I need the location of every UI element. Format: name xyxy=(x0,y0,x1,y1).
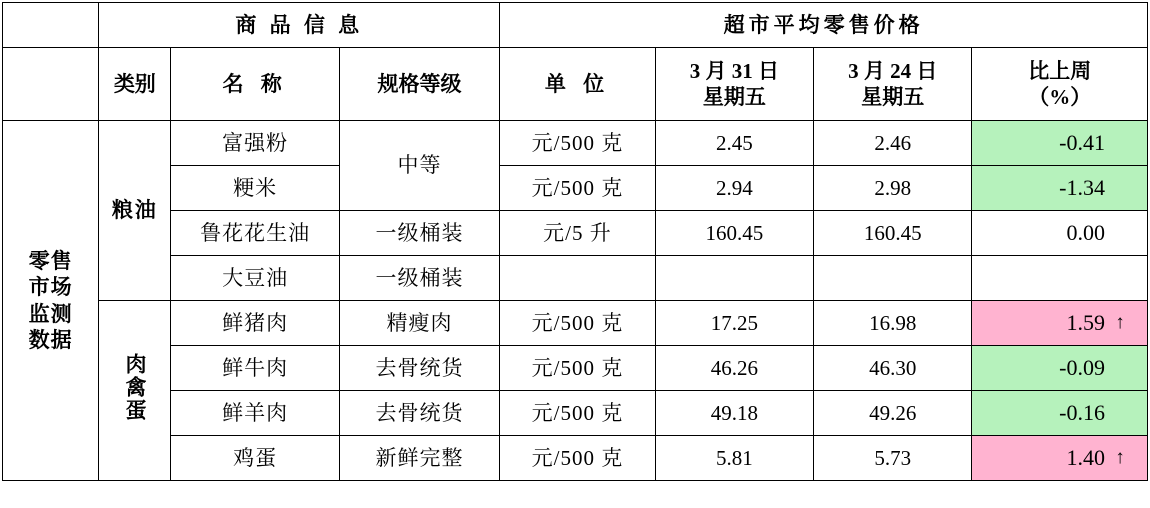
product-name: 粳米 xyxy=(171,166,339,211)
table-row xyxy=(3,436,1148,481)
header-week-prev-date: 3 月 24 日 xyxy=(848,58,938,83)
header-name: 名 称 xyxy=(171,48,339,121)
price-current: 160.45 xyxy=(655,211,813,256)
product-spec: 去骨统货 xyxy=(339,391,499,436)
price-table-sheet xyxy=(0,2,1150,508)
price-current: 46.26 xyxy=(655,346,813,391)
header-avg-price: 超市平均零售价格 xyxy=(500,3,1148,48)
side-label-cell xyxy=(3,121,99,481)
change-cell xyxy=(972,166,1148,211)
trend-arrow-icon: ↑ xyxy=(1115,312,1125,334)
product-unit: 元/500 克 xyxy=(500,346,655,391)
price-prev: 16.98 xyxy=(814,301,972,346)
price-current: 49.18 xyxy=(655,391,813,436)
change-value: 1.59 xyxy=(1066,310,1105,336)
change-cell xyxy=(972,211,1148,256)
product-unit xyxy=(500,256,655,301)
product-spec: 一级桶装 xyxy=(339,211,499,256)
change-cell xyxy=(972,391,1148,436)
header-week-current xyxy=(655,48,813,121)
product-unit: 元/500 克 xyxy=(500,301,655,346)
price-current: 5.81 xyxy=(655,436,813,481)
header-week-current-date: 3 月 31 日 xyxy=(689,58,779,83)
price-prev: 160.45 xyxy=(814,211,972,256)
header-week-prev-day: 星期五 xyxy=(861,85,925,109)
product-name: 鲁花花生油 xyxy=(171,211,339,256)
header-product-info: 商 品 信 息 xyxy=(99,3,500,48)
product-unit: 元/5 升 xyxy=(500,211,655,256)
corner-blank xyxy=(3,3,99,48)
table-row xyxy=(3,166,1148,211)
product-name: 大豆油 xyxy=(171,256,339,301)
product-name: 鲜猪肉 xyxy=(171,301,339,346)
price-prev: 46.30 xyxy=(814,346,972,391)
change-value: 1.40 xyxy=(1066,445,1105,471)
header-week-prev xyxy=(814,48,972,121)
product-spec: 新鲜完整 xyxy=(339,436,499,481)
table-row xyxy=(3,391,1148,436)
change-value: -0.16 xyxy=(1059,400,1105,426)
header-compare-label: 比上周 xyxy=(1028,58,1092,83)
header-spec: 规格等级 xyxy=(339,48,499,121)
change-cell xyxy=(972,121,1148,166)
table-row xyxy=(3,211,1148,256)
product-spec: 中等 xyxy=(339,121,499,211)
header-row-top xyxy=(3,3,1148,48)
change-cell xyxy=(972,301,1148,346)
table-row xyxy=(3,121,1148,166)
product-unit: 元/500 克 xyxy=(500,391,655,436)
product-name: 鸡蛋 xyxy=(171,436,339,481)
header-compare xyxy=(972,48,1148,121)
side-label-text: 零售市场监测数据 xyxy=(28,249,73,352)
product-name: 鲜牛肉 xyxy=(171,346,339,391)
price-prev: 2.98 xyxy=(814,166,972,211)
header-compare-unit: （%） xyxy=(1028,85,1092,109)
change-cell xyxy=(972,436,1148,481)
change-value: -1.34 xyxy=(1059,175,1105,201)
product-unit: 元/500 克 xyxy=(500,436,655,481)
table-row xyxy=(3,346,1148,391)
product-spec: 一级桶装 xyxy=(339,256,499,301)
table-row xyxy=(3,301,1148,346)
header-unit: 单 位 xyxy=(500,48,655,121)
table-row xyxy=(3,256,1148,301)
product-name: 鲜羊肉 xyxy=(171,391,339,436)
header-category: 类别 xyxy=(99,48,171,121)
price-current: 2.45 xyxy=(655,121,813,166)
change-cell xyxy=(972,346,1148,391)
change-value: -0.41 xyxy=(1059,130,1105,156)
price-current: 2.94 xyxy=(655,166,813,211)
change-cell xyxy=(972,256,1148,301)
change-value: 0.00 xyxy=(1066,220,1105,246)
price-current xyxy=(655,256,813,301)
price-prev: 5.73 xyxy=(814,436,972,481)
change-value: -0.09 xyxy=(1059,355,1105,381)
product-spec: 去骨统货 xyxy=(339,346,499,391)
header-week-current-day: 星期五 xyxy=(702,85,766,109)
header-row-sub xyxy=(3,48,1148,121)
retail-price-table xyxy=(2,2,1148,481)
price-prev: 2.46 xyxy=(814,121,972,166)
price-prev: 49.26 xyxy=(814,391,972,436)
group-label-meat-egg-text: 肉禽蛋 xyxy=(122,352,147,422)
price-prev xyxy=(814,256,972,301)
product-unit: 元/500 克 xyxy=(500,166,655,211)
side-blank xyxy=(3,48,99,121)
product-name: 富强粉 xyxy=(171,121,339,166)
product-spec: 精瘦肉 xyxy=(339,301,499,346)
group-label-meat-egg xyxy=(99,301,171,481)
product-unit: 元/500 克 xyxy=(500,121,655,166)
group-label-grain-oil: 粮油 xyxy=(99,121,171,301)
trend-arrow-icon: ↑ xyxy=(1115,447,1125,469)
price-current: 17.25 xyxy=(655,301,813,346)
